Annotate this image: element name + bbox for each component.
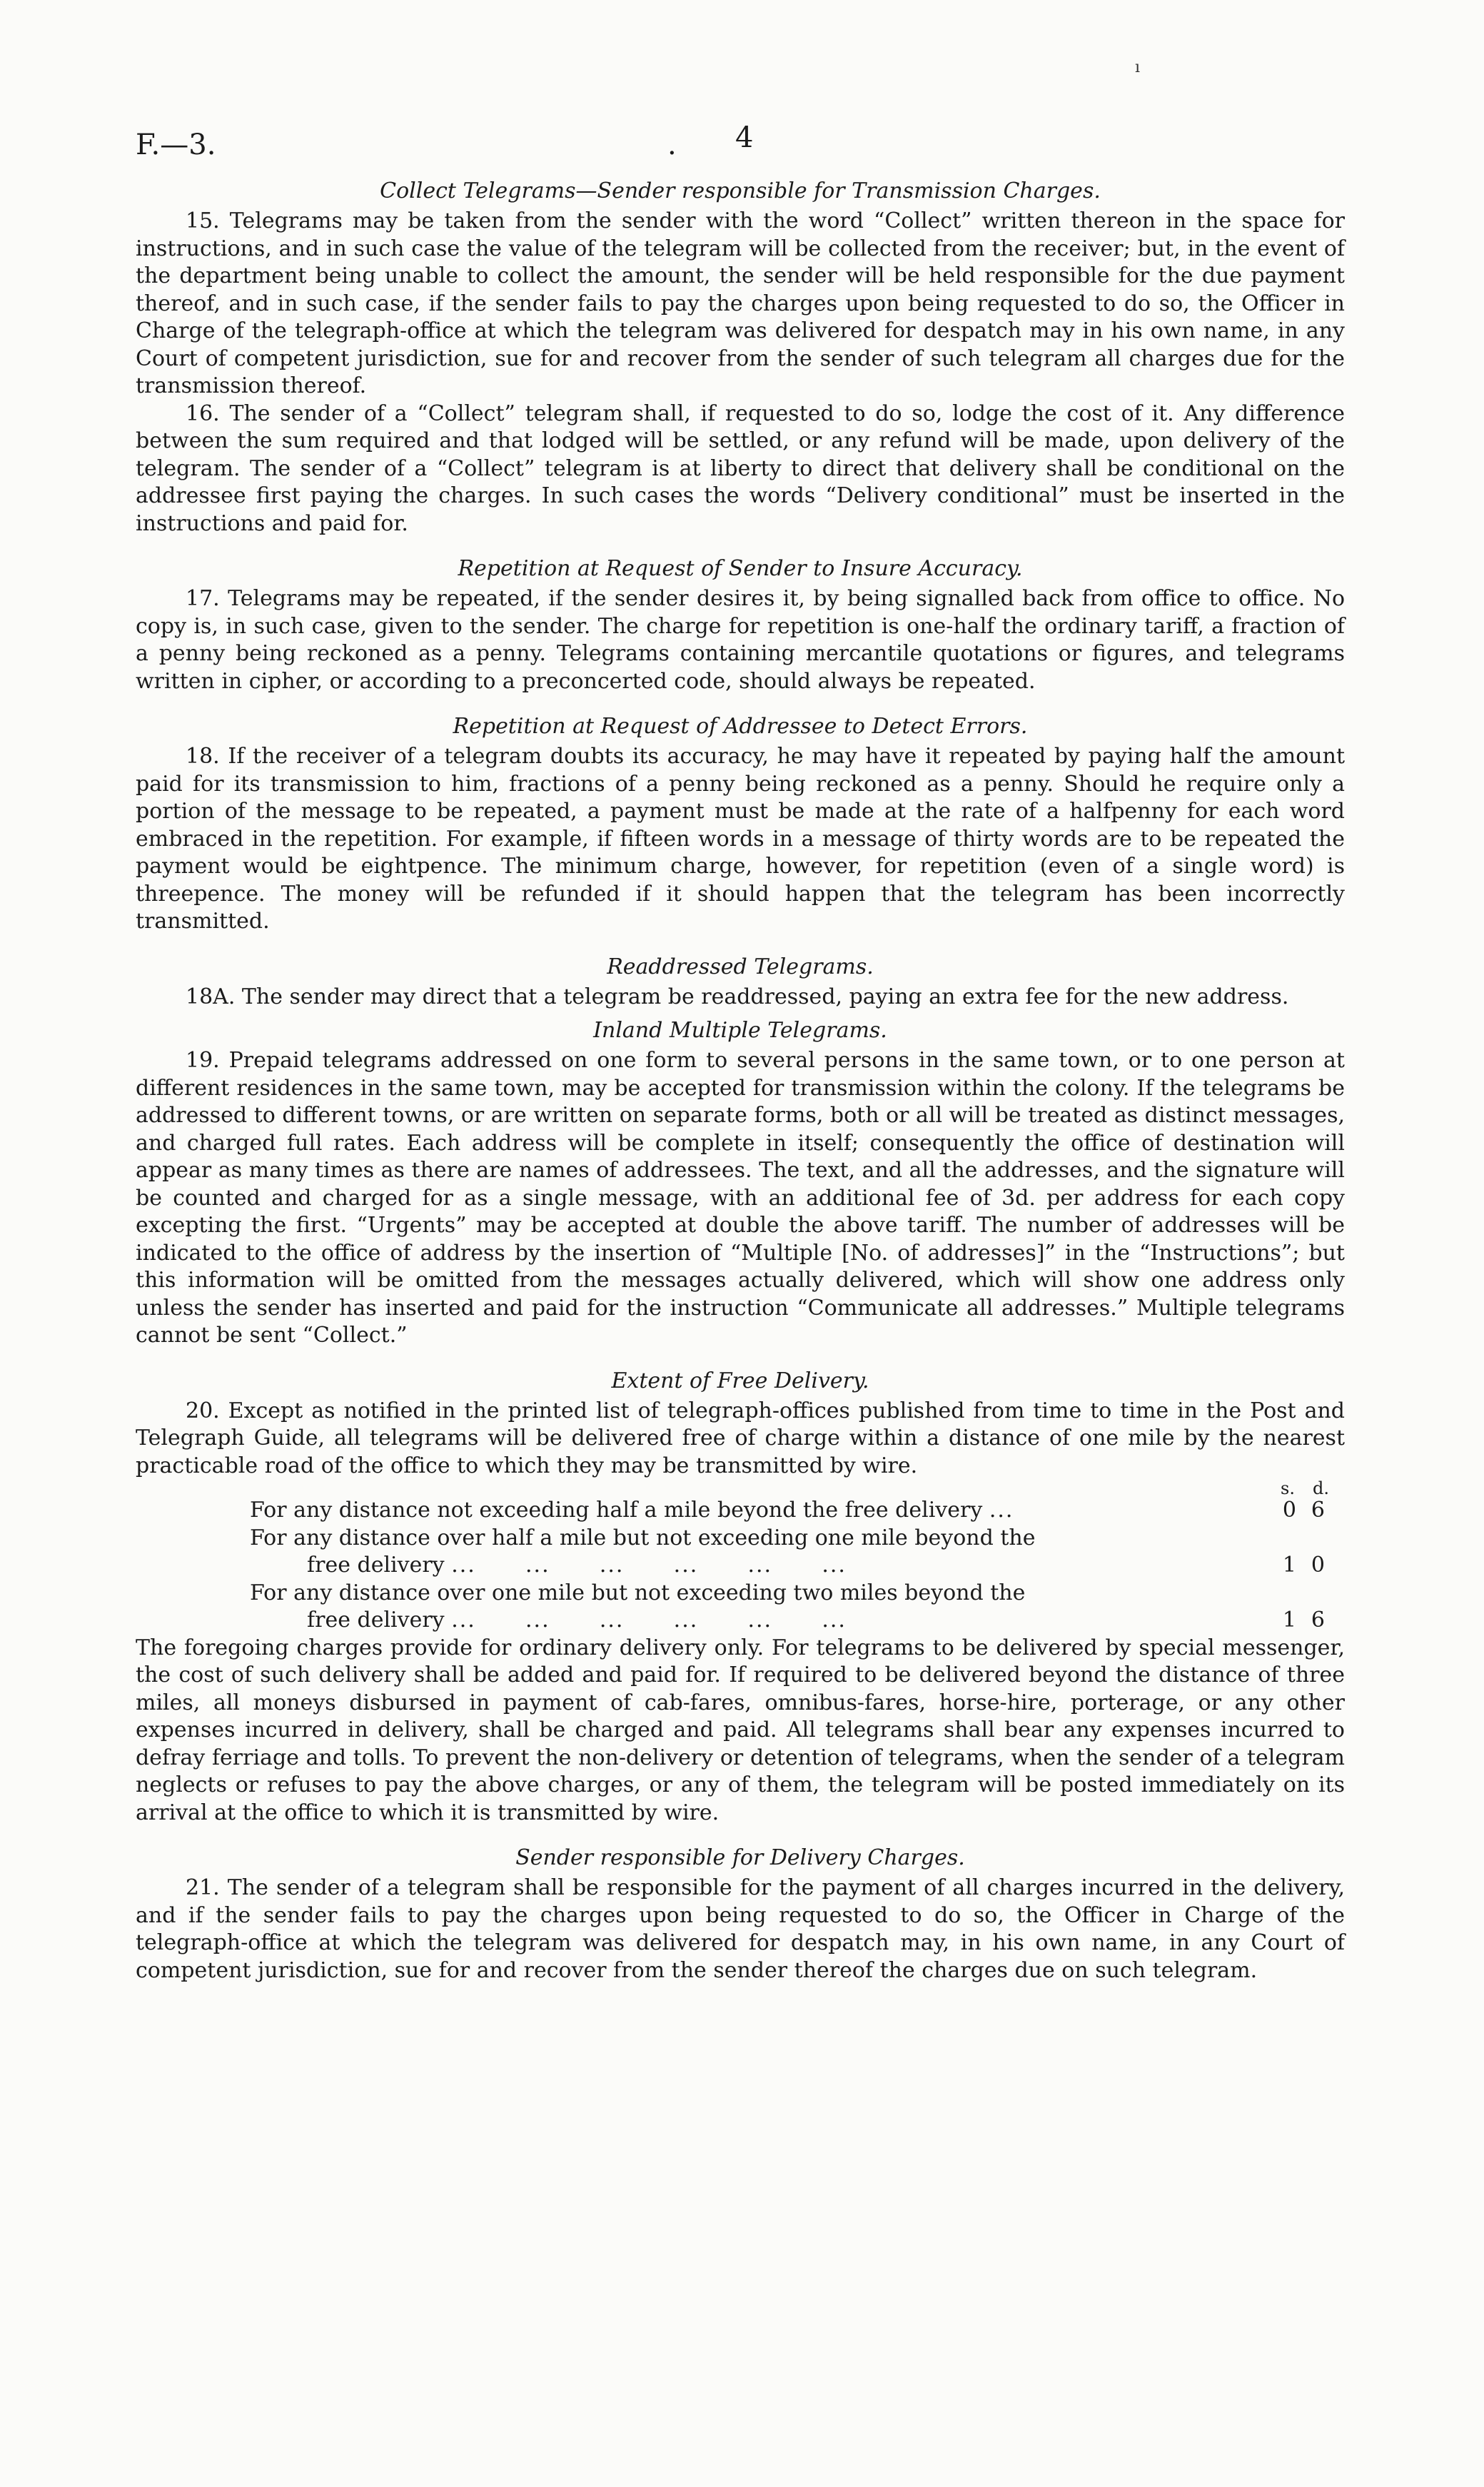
fee-column-headers [136,1480,1345,1497]
fee-shillings: 1 [1282,1608,1296,1633]
section-inland-multiple [136,1018,1345,1350]
stray-mark: ı [1135,59,1141,76]
page-header [136,107,1345,178]
section-heading: Inland Multiple Telegrams. [593,1018,887,1043]
fee-pence: 6 [1311,1498,1325,1523]
section-sender-delivery-charges [136,1845,1345,1984]
fee-description: For any distance not exceeding half a mile beyond the free delivery [250,1498,983,1523]
page-number: 4 [735,121,754,154]
paragraph-17: 17. Telegrams may be repeated, if the sender desires it, by being signalled back from office to office. No copy is, in such case, given to the sender. The charge for repetition is one-half the ordinary tariff, a fraction of a penny being reckoned as a penny. Telegrams containing mercantile quotations or figures, and telegrams written in cipher, or according to a preconcerted code, should always be repeated. [136,586,1345,694]
fee-shillings: 0 [1282,1498,1296,1523]
fee-leader-dots: ... [989,1498,1014,1523]
document-reference: F.—3. [136,128,216,161]
paragraph-20: 20. Except as notified in the printed list of telegraph-offices published from time to time in the Post and Telegraph Guide, all telegrams will be delivered free of charge within a distance of one mile by the nearest practicable road of the office to which they may be transmitted by wire. [136,1398,1345,1478]
section-heading: Sender responsible for Delivery Charges. [515,1845,965,1870]
shillings-header: s. [1281,1478,1295,1498]
pence-header: d. [1313,1478,1329,1498]
fee-row [136,1525,1345,1580]
paragraph-19: 19. Prepaid telegrams addressed on one form to several persons in the same town, or to one person at different residences in the same town, may be accepted for transmission within the colony. If the telegrams be addressed to different towns, or are written on separate forms, both or all will be treated as distinct messages, and charged full rates. Each address will be complete in itself; consequently the office of destination will appear as many times as there are names of addressees. The text, and all the addresses, and the signature will be counted and charged for as a single message, with an additional fee of 3d. per address for each copy excepting the first. “Urgents” may be accepted at double the above tariff. The number of addresses will be indicated to the office of address by the insertion of “Multiple [No. of addresses]” in the “Instructions”; but this information will be omitted from the messages actually delivered, which will show one address only unless the sender has inserted and paid for the instruction “Communicate all addresses.” Multiple telegrams cannot be sent “Collect.” [136,1048,1345,1348]
paragraph-18a: 18A. The sender may direct that a telegram be readdressed, paying an extra fee for the new address. [186,984,1289,1009]
fee-row [136,1497,1345,1525]
document-body [136,178,1345,1480]
paragraph-18: 18. If the receiver of a telegram doubts its accuracy, he may have it repeated by paying half the amount paid for its transmission to him, fractions of a penny being reckoned as a penny. Should he require only a portion of the message to be repeated, a payment must be made at the rate of a halfpenny for each word embraced in the repetition. For example, if fifteen words in a message of thirty words are to be repeated the payment would be eightpence. The minimum charge, however, for repetition (even of a single word) is threepence. The money will be refunded if it should happen that the telegram has been incorrectly transmitted. [136,744,1345,934]
fee-description: For any distance over one mile but not exceeding two miles beyond the [250,1580,1026,1605]
fee-description-cont: free delivery [307,1553,445,1578]
fee-leader-dots: ... ... ... ... ... ... [451,1553,847,1578]
paragraph-16: 16. The sender of a “Collect” telegram shall, if requested to do so, lodge the cost of it. Any difference between the sum required and that lodged will be settled, or any refund will be made, upon delivery of the telegram. The sender of a “Collect” telegram is at liberty to direct that delivery shall be conditional on the addressee first paying the charges. In such cases the words “Delivery conditional” must be inserted in the instructions and paid for. [136,400,1345,536]
section-free-delivery [136,1368,1345,1480]
delivery-fee-table [136,1480,1345,1635]
fee-description: For any distance over half a mile but not exceeding one mile beyond the [250,1525,1036,1550]
section-repetition-sender [136,556,1345,695]
section-heading: Readdressed Telegrams. [607,954,874,979]
fee-shillings: 1 [1282,1553,1296,1578]
section-repetition-addressee [136,714,1345,936]
section-heading: Repetition at Request of Sender to Insure Accuracy. [458,556,1023,581]
paragraph-21: 21. The sender of a telegram shall be responsible for the payment of all charges incurred in the delivery, and if the sender fails to pay the charges upon being requested to do so, the Officer in Charge of the telegraph-office at which the telegram was delivered for despatch may, in his own name, in any Court of competent jurisdiction, sue for and recover from the sender thereof the charges due on such telegram. [136,1875,1345,1983]
fee-pence: 6 [1311,1608,1325,1633]
header-dot: . [667,128,677,161]
fee-row [136,1580,1345,1635]
paragraph-20-continued: The foregoing charges provide for ordinary delivery only. For telegrams to be delivered by special messenger, the cost of such delivery shall be added and paid for. If required to be delivered beyond the distance of three miles, all moneys disbursed in payment of cab-fares, omnibus-fares, horse-hire, porterage, or any other expenses incurred in delivery, shall be charged and paid. All telegrams shall bear any expenses incurred to defray ferriage and tolls. To prevent the non-delivery or detention of telegrams, when the sender of a telegram neglects or refuses to pay the above charges, or any of them, the telegram will be posted immediately on its arrival at the office to which it is transmitted by wire. [136,1635,1345,1825]
paragraph-15: 15. Telegrams may be taken from the sender with the word “Collect” written thereon in the space for instructions, and in such case the value of the telegram will be collected from the receiver; but, in the event of the department being unable to collect the amount, the sender will be held responsible for the due payment thereof, and in such case, if the sender fails to pay the charges upon being requested to do so, the Officer in Charge of the telegraph-office at which the telegram was delivered for despatch may in his own name, in any Court of competent jurisdiction, sue for and recover from the sender of such telegram all charges due for the transmission thereof. [136,208,1345,398]
section-heading: Collect Telegrams—Sender responsible for Transmission Charges. [380,178,1101,203]
fee-description-cont: free delivery [307,1608,445,1633]
section-readdressed-telegrams [136,954,1345,1012]
section-collect-telegrams [136,178,1345,538]
fee-leader-dots: ... ... ... ... ... ... [451,1608,847,1633]
section-heading: Extent of Free Delivery. [611,1368,869,1393]
fee-pence: 0 [1311,1553,1325,1578]
section-heading: Repetition at Request of Addressee to Detect Errors. [453,714,1028,739]
